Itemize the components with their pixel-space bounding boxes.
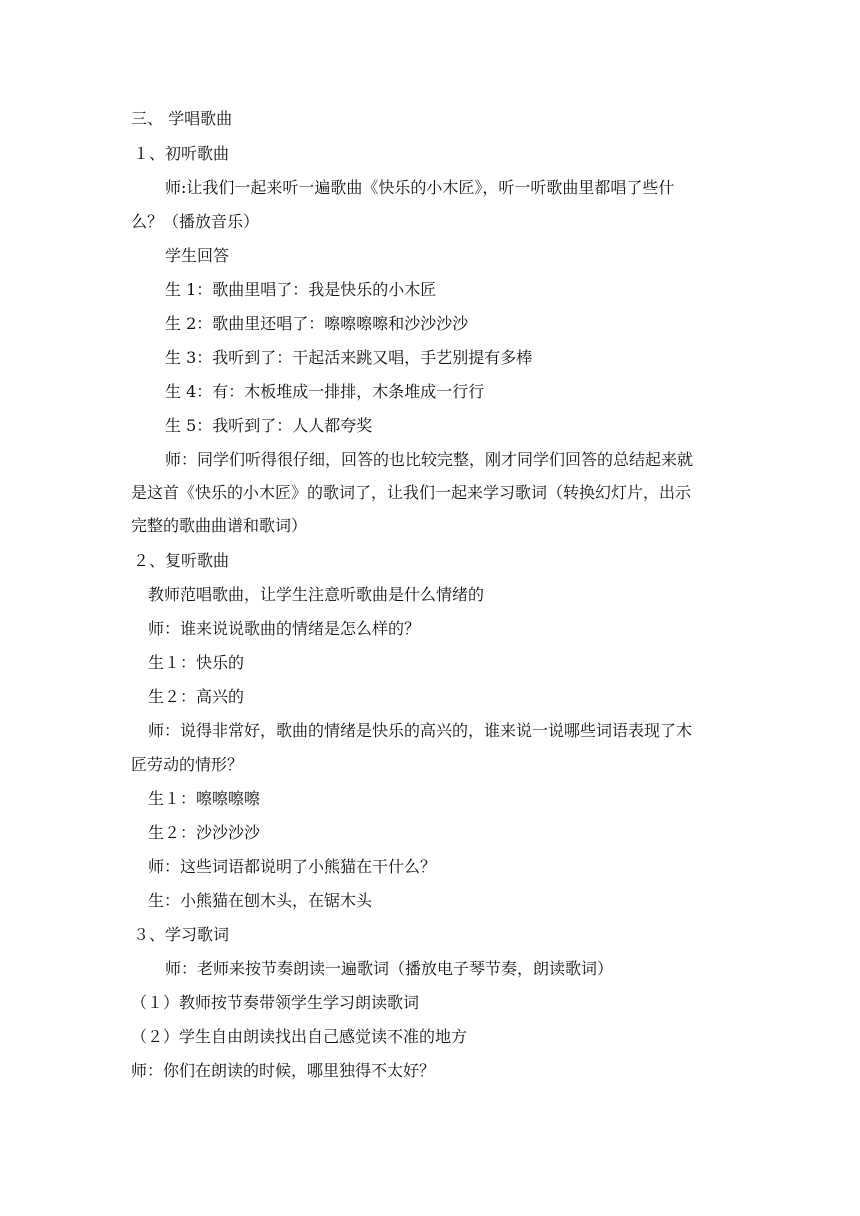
paragraph-line: 生 2：歌曲里还唱了：嚓嚓嚓嚓和沙沙沙沙: [165, 314, 469, 333]
paragraph-line: 生１：快乐的: [148, 653, 245, 672]
paragraph-line: 完整的歌曲曲谱和歌词）: [131, 516, 308, 535]
paragraph-line: 师：老师来按节奏朗读一遍歌词（播放电子琴节奏，朗读歌词）: [165, 959, 614, 978]
paragraph-line: 么？（播放音乐）: [131, 212, 260, 231]
paragraph-line: 生１：嚓嚓嚓嚓: [148, 789, 261, 808]
paragraph-line: 生２：沙沙沙沙: [148, 823, 261, 842]
subsection-heading: ２、复听歌曲: [133, 551, 230, 570]
paragraph-line: （１）教师按节奏带领学生学习朗读歌词: [131, 993, 420, 1012]
paragraph-line: 师：谁来说说歌曲的情绪是怎么样的？: [148, 619, 421, 638]
section-heading: 三、 学唱歌曲: [131, 109, 233, 128]
paragraph-line: （２）学生自由朗读找出自己感觉读不准的地方: [131, 1027, 468, 1046]
paragraph-line: 生：小熊猫在刨木头，在锯木头: [148, 891, 373, 910]
subsection-heading: １、初听歌曲: [133, 144, 230, 163]
paragraph-line: 生 3：我听到了：干起活来跳又唱，手艺别提有多棒: [165, 348, 533, 367]
paragraph-line: 生 1：歌曲里唱了：我是快乐的小木匠: [165, 280, 437, 299]
paragraph-line: 教师范唱歌曲，让学生注意听歌曲是什么情绪的: [148, 585, 485, 604]
paragraph-line: 师：这些词语都说明了小熊猫在干什么？: [148, 857, 437, 876]
paragraph-line: 学生回答: [165, 246, 230, 265]
subsection-heading: ３、学习歌词: [133, 925, 230, 944]
paragraph-line: 师:让我们一起来听一遍歌曲《快乐的小木匠》，听一听歌曲里都唱了些什: [165, 178, 675, 197]
paragraph-line: 匠劳动的情形？: [131, 755, 244, 774]
paragraph-line: 生２：高兴的: [148, 687, 245, 706]
paragraph-line: 师：你们在朗读的时候，哪里独得不太好？: [131, 1061, 436, 1080]
paragraph-line: 是这首《快乐的小木匠》的歌词了，让我们一起来学习歌词（转换幻灯片，出示: [131, 483, 692, 502]
paragraph-line: 师：同学们听得很仔细，回答的也比较完整，刚才同学们回答的总结起来就: [165, 450, 694, 469]
paragraph-line: 生 5：我听到了：人人都夸奖: [165, 416, 373, 435]
paragraph-line: 师：说得非常好，歌曲的情绪是快乐的高兴的，谁来说一说哪些词语表现了木: [148, 721, 693, 740]
paragraph-line: 生 4：有：木板堆成一排排，木条堆成一行行: [165, 382, 485, 401]
